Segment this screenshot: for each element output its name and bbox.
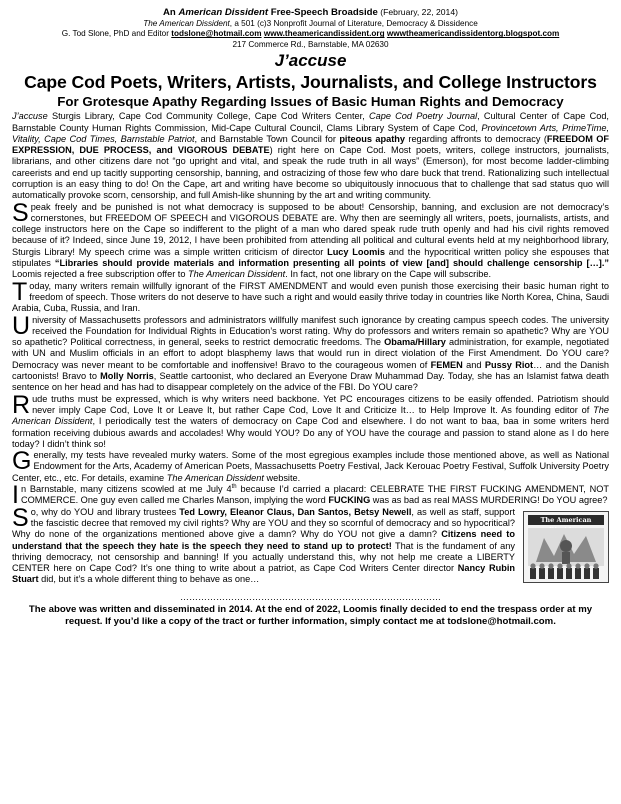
mailing-address: 217 Commerce Rd., Barnstable, MA 02630 <box>232 39 389 49</box>
dotted-separator: …………………………………………………………………………… <box>180 591 441 602</box>
paragraph-today: Today, many writers remain willfully ignorant of the FIRST AMENDMENT and would even punish those exercising their basic human right to freedom of speech. Those writers do not deserve to have such a right and would easily thrive today in countries like North Korea, China, Saudi Arabia, Cuba, Russia, and Iran. <box>12 277 609 314</box>
drop-cap: S <box>12 198 29 227</box>
cover-title: The American <box>528 515 604 525</box>
page-title: Cape Cod Poets, Writers, Artists, Journalists, and College Instructors <box>24 72 597 93</box>
drop-cap: S <box>12 503 29 532</box>
cover-illustration <box>524 512 608 582</box>
paragraph-rude-truths: Rude truths must be expressed, which is why writers need backbone. Yet PC encourages citizens to be easily offended. Patriotism should never imply Cape Cod, Love It or Leave It, but rather Cape Cod, Love It and Criticize It… to Help Improve It. As founding editor of The American Dissident, I periodically test the waters of democracy on Cape Cod and elsewhere. I do not want to baa, baa in some writers herd formation receiving dubious awards and accolades! Why would YOU? Do any of YOU have the courage and passion to stand alone as I do here today? I didn’t think so! <box>12 390 609 449</box>
blog-link[interactable]: wwwtheamericandissidentorg.blogspot.com <box>386 29 560 39</box>
paragraph-intro: J’accuse Sturgis Library, Cape Cod Community College, Cape Cod Writers Center, Cape Cod Poetry Journal, Cultural Center of Cape Cod, Barnstable County Human Rights Commission, Mid-Cape Cultural Council, Clams Library System of Cape Cod, Provincetown Arts, PrimeTime, Vitality, Cape Cod Times, Barnstable Patriot, and Barnstable Town Council for piteous apathy regarding affronts to democracy (FREEDOM OF EXPRESSION, DUE PROCESS, and VIGOROUS DEBATE) right here on Cape Cod. Most poets, writers, college instructors, journalists, librarians, and other citizens dare not “go upright and vital, and speak the rude truth in all ways” (Emerson), for most become ladder-climbing careerists and end up tacitly supporting censorship, banning, and ostracizing of those few who dare buck that trend. Rationalizing such intellectual corruption is an easy thing to do! On the Cape, art and writing have become so ubiquitously innocuous that to challenge that sad status quo will automatically provoke scorn, censorship, and full Amish-like shunning by the art and writing community. <box>12 111 610 201</box>
masthead-line1: An American Dissident Free-Speech Broadside (February, 22, 2014) <box>163 7 458 18</box>
article-body <box>12 111 609 585</box>
paragraph-university: University of Massachusetts professors and administrators willfully manifest such ignorance by creating campus speech codes. The university received the Foundation for Individual Rights in Education’s worst rating. Why do professors and writers remain so apathetic? Why are YOU so apathetic? Political correctness, in general, seeks to restrict democratic freedoms. The Obama/Hillary administration, for example, negotiated with UN and Muslim officials in an effort to adopt blasphemy laws that would run in direct violation of the First Amendment. Do YOU care? Democracy was never meant to be comfortable and inoffensive! Bravo to the courageous women of FEMEN and Pussy Riot… and the Danish cartoonists! Bravo to Molly Norris, Seattle cartoonist, who declared an Everyone Draw Muhammad Day. Today, she has an Islamist fatwa death sentence on her head and has had to disappear completely on the advice of the FBI. Do YOU care? <box>12 311 610 393</box>
footer-line1: The above was written and disseminated in 2014. At the end of 2022, Loomis finally decided to end the trespass order at my <box>28 603 593 615</box>
footer-note <box>12 604 609 628</box>
drop-cap: I <box>12 481 19 510</box>
drop-cap: G <box>12 447 32 476</box>
drop-cap: U <box>12 311 31 340</box>
masthead-line2: The American Dissident, a 501 (c)3 Nonprofit Journal of Literature, Democracy & Dissidence <box>143 19 478 28</box>
page-subtitle: For Grotesque Apathy Regarding Issues of Basic Human Rights and Democracy <box>57 94 564 110</box>
paragraph-barnstable: In Barnstable, many citizens scowled at me July 4th because I’d carried a placard: CELEBRATE THE FIRST FUCKING AMENDMENT, NOT COMMERCE. One guy even called me Charles Manson, implying the word FUCKING was as bad as real MASS MURDERING! Do YOU agree? <box>12 481 609 510</box>
paragraph-speak-freely: Speak freely and be punished is not what democracy is supposed to be about! Censorship, banning, and exclusion are not democracy’s cornerstones, but FREEDOM OF SPEECH and VIGOROUS DEBATE are. Why then are seemingly all writers, poets, journalists, artists, and college instructors here on the Cape so indifferent to the plight of a man who dared speak rude truth openly and had his civil rights removed because of it? Indeed, since June 19, 2012, I have been prohibited from attending all political and cultural events held at my neighborhood library, Sturgis Library! My speech crime was a simple written criticism of director Lucy Loomis and the hypocritical written policy she espouses that stipulates “Libraries should provide materials and information presenting all points of view [and] should challenge censorship […].” Loomis rejected a free subscription offer to The American Dissident. In fact, not one library on the Cape will subscribe. <box>12 198 610 280</box>
website-link[interactable]: www.theamericandissident.org <box>263 29 385 39</box>
masthead <box>12 6 609 50</box>
drop-cap: R <box>12 390 31 419</box>
brand-name: American Dissident <box>178 7 269 18</box>
footer-line2: request. If you’d like a copy of the tract or further information, simply contact me at todslone@hotmail.com. <box>65 615 556 627</box>
paragraph-so-why: So, why do YOU and library trustees Ted Lowry, Eleanor Claus, Dan Santos, Betsy Newell, as well as staff, support the fascistic decree that removed my civil rights? Why are YOU and they so scornful of democracy and so hypocritical? Why do none of the organizations mentioned above give a damn? Why do YOU not give a damn? Citizens need to understand that the speech they hate is the speech they need to stand up to protect! That is the fundament of any thriving democracy, not censorship and banning! If you actually understand this, why not help me create a LIBERTY CENTER here on Cape Cod? It’s one thing to write about a patriot, as Cape Cod Writers Center director Nancy Rubin Stuart did, but it’s a whole different thing to behave as one… <box>12 503 515 585</box>
email-link[interactable]: todslone@hotmail.com <box>171 29 262 39</box>
paragraph-generally: Generally, my tests have revealed murky waters. Some of the most egregious examples include those mentioned above, as well as National Endowment for the Arts, Academy of American Poets, Massachusetts Poetry Festival, Jack Kerouac Poetry Festival, Suffolk University Poetry Center, etc., etc. For details, examine The American Dissident website. <box>12 447 609 483</box>
broadside-date: (February, 22, 2014) <box>377 7 458 17</box>
drop-cap: T <box>12 277 28 306</box>
magazine-cover-image <box>523 511 609 583</box>
jaccuse-heading: J’accuse <box>274 51 347 71</box>
masthead-line3: G. Tod Slone, PhD and Editor todslone@hotmail.com www.theamericandissident.org wwwtheamericandissidentorg.blogspot.com <box>61 29 560 39</box>
